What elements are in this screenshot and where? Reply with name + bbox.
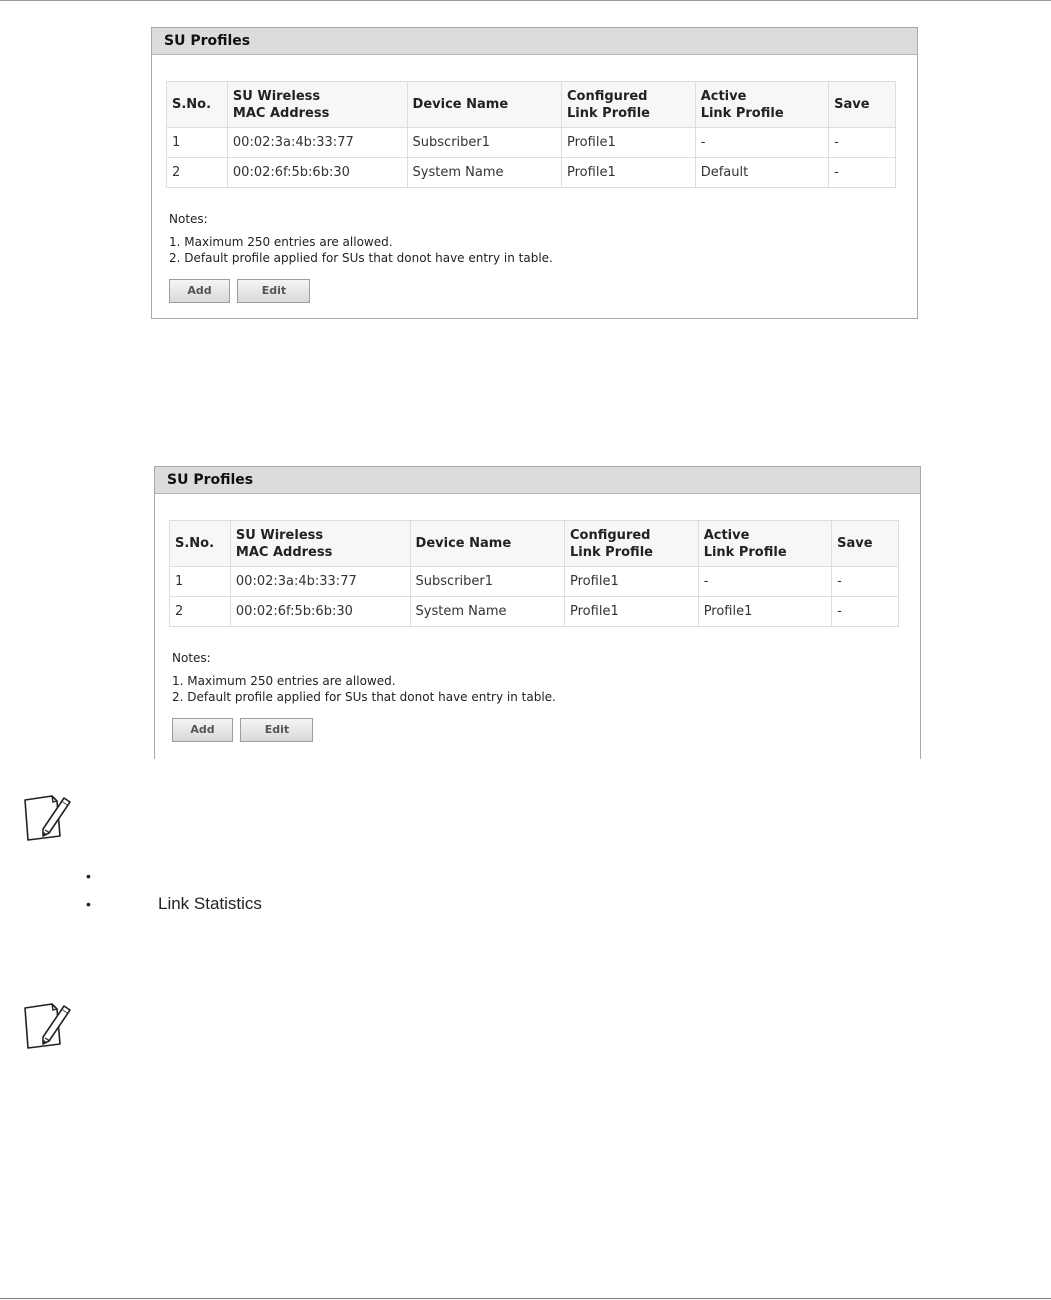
cell-configured: Profile1 [562, 128, 696, 158]
su-profiles-panel-1 [151, 27, 918, 319]
top-rule [0, 0, 1051, 1]
cell-save: - [832, 597, 899, 627]
panel-title: SU Profiles [155, 467, 920, 494]
header-mac-line2: MAC Address [232, 105, 330, 121]
cell-mac: 00:02:3a:4b:33:77 [227, 128, 407, 158]
cell-sno: 2 [170, 597, 231, 627]
note-pencil-icon-graphic [22, 1000, 72, 1050]
cell-save: - [829, 158, 896, 188]
cell-active: Default [695, 158, 828, 188]
edit-button[interactable]: Edit [237, 279, 310, 303]
header-configured [562, 82, 696, 128]
header-configured-line2: Link Profile [567, 105, 650, 121]
cell-configured: Profile1 [565, 597, 699, 627]
header-configured-line2: Link Profile [570, 544, 653, 560]
add-button[interactable]: Add [169, 279, 230, 303]
header-mac-line2: MAC Address [235, 544, 333, 560]
cell-device: System Name [407, 158, 561, 188]
cell-active: - [698, 567, 831, 597]
cell-active: Profile1 [698, 597, 831, 627]
button-row [172, 718, 316, 742]
table-header-row [167, 82, 896, 128]
cell-sno: 1 [170, 567, 231, 597]
header-active-line1: Active [700, 88, 747, 104]
edit-button[interactable]: Edit [240, 718, 313, 742]
header-active [698, 521, 831, 567]
table-row [170, 597, 899, 627]
header-mac-line1: SU Wireless [232, 88, 321, 104]
header-active-line2: Link Profile [700, 105, 784, 121]
cell-configured: Profile1 [562, 158, 696, 188]
header-mac [230, 521, 410, 567]
bullet-glyph: • [86, 896, 91, 912]
note-item: 2. Default profile applied for SUs that donot have entry in table. [169, 251, 553, 265]
add-button[interactable]: Add [172, 718, 233, 742]
bullet-text: Link Statistics [158, 894, 262, 913]
button-row [169, 279, 313, 303]
note-item: 1. Maximum 250 entries are allowed. [172, 674, 396, 688]
cell-device: Subscriber1 [407, 128, 561, 158]
cell-sno: 2 [167, 158, 228, 188]
bullet-glyph: • [86, 868, 91, 884]
header-device: Device Name [410, 521, 564, 567]
header-configured-line1: Configured [567, 88, 648, 104]
table-row [167, 158, 896, 188]
cell-configured: Profile1 [565, 567, 699, 597]
header-save: Save [829, 82, 896, 128]
notes-title: Notes: [169, 212, 208, 226]
header-configured [565, 521, 699, 567]
su-profiles-panel-2 [154, 466, 921, 759]
table-header-row [170, 521, 899, 567]
notes [169, 211, 553, 266]
header-mac-line1: SU Wireless [235, 527, 324, 543]
bottom-rule [0, 1298, 1051, 1299]
note-item: 2. Default profile applied for SUs that donot have entry in table. [172, 690, 556, 704]
header-sno: S.No. [167, 82, 228, 128]
cell-save: - [832, 567, 899, 597]
panel-title: SU Profiles [152, 28, 917, 55]
header-sno: S.No. [170, 521, 231, 567]
su-profiles-table [166, 81, 896, 188]
header-save: Save [832, 521, 899, 567]
header-active-line2: Link Profile [703, 544, 787, 560]
note-item: 1. Maximum 250 entries are allowed. [169, 235, 393, 249]
cell-device: Subscriber1 [410, 567, 564, 597]
cell-mac: 00:02:3a:4b:33:77 [230, 567, 410, 597]
notes-title: Notes: [172, 651, 211, 665]
header-mac [227, 82, 407, 128]
cell-active: - [695, 128, 828, 158]
note-pencil-icon [22, 792, 72, 842]
notes [172, 650, 556, 705]
header-configured-line1: Configured [570, 527, 651, 543]
note-pencil-icon-graphic [22, 792, 72, 842]
table-row [167, 128, 896, 158]
note-pencil-icon [22, 1000, 72, 1050]
cell-device: System Name [410, 597, 564, 627]
header-active [695, 82, 828, 128]
cell-sno: 1 [167, 128, 228, 158]
header-active-line1: Active [703, 527, 750, 543]
cell-mac: 00:02:6f:5b:6b:30 [230, 597, 410, 627]
su-profiles-table [169, 520, 899, 627]
table-row [170, 567, 899, 597]
cell-mac: 00:02:6f:5b:6b:30 [227, 158, 407, 188]
header-device: Device Name [407, 82, 561, 128]
cell-save: - [829, 128, 896, 158]
